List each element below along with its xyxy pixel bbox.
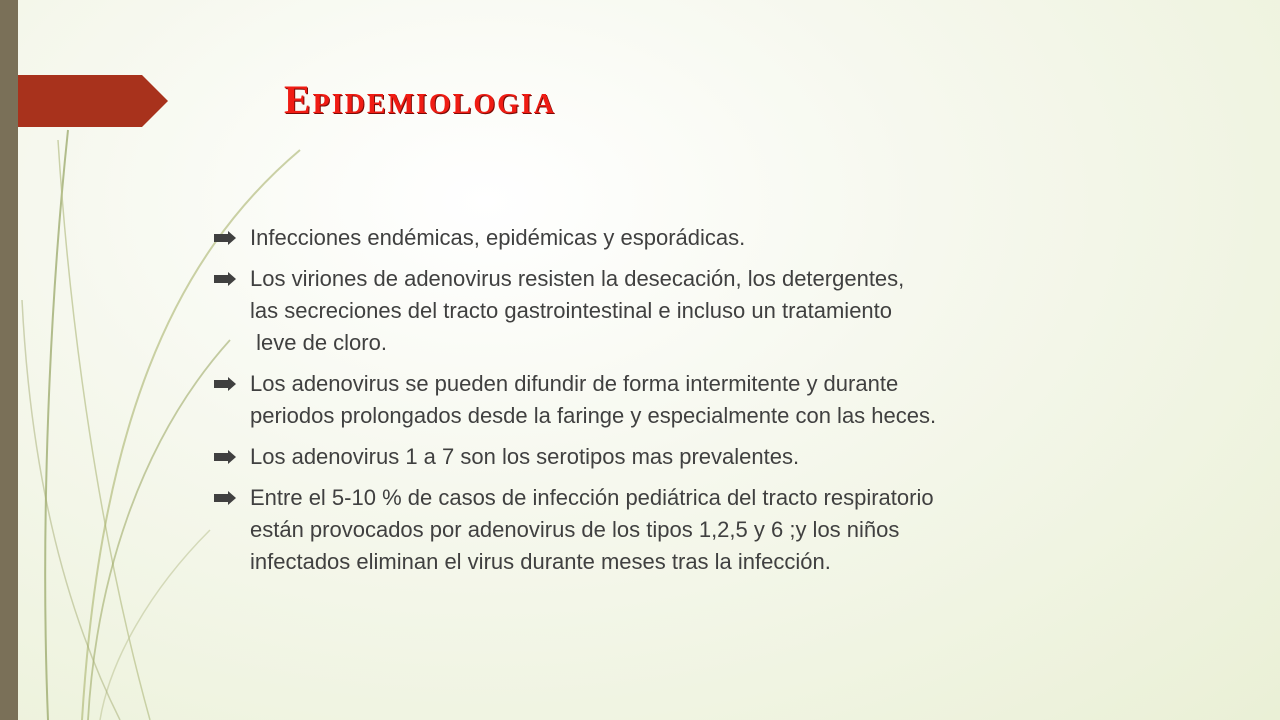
bullet-line: las secreciones del tracto gastrointestinal e incluso un tratamiento: [250, 298, 893, 323]
bullet-line: Los adenovirus se pueden difundir de forma intermitente y durante: [250, 371, 899, 396]
bullet-line: están provocados por adenovirus de los tipos 1,2,5 y 6 ;y los niños: [250, 517, 900, 542]
title-arrow-shape: [18, 75, 168, 127]
bullet-line: leve de cloro.: [250, 330, 387, 355]
pencil-bullet-icon: [214, 377, 236, 391]
bullet-item: [214, 441, 1114, 473]
slide-title: Epidemiologia: [284, 77, 557, 122]
pencil-bullet-icon: [214, 450, 236, 464]
pencil-bullet-icon: [214, 272, 236, 286]
pencil-bullet-icon: [214, 231, 236, 245]
bullet-item: [214, 222, 1114, 254]
bullet-line: Infecciones endémicas, epidémicas y esporádicas.: [250, 225, 746, 250]
bullet-item: [214, 368, 1114, 432]
bullet-line: periodos prolongados desde la faringe y especialmente con las heces.: [250, 403, 937, 428]
bullet-line: Los adenovirus 1 a 7 son los serotipos mas prevalentes.: [250, 444, 800, 469]
bullet-item: [214, 263, 1114, 359]
bullet-list: [214, 222, 1114, 587]
bullet-line: Los viriones de adenovirus resisten la desecación, los detergentes,: [250, 266, 905, 291]
bullet-line: infectados eliminan el virus durante meses tras la infección.: [250, 549, 831, 574]
pencil-bullet-icon: [214, 491, 236, 505]
bullet-line: Entre el 5-10 % de casos de infección pediátrica del tracto respiratorio: [250, 485, 934, 510]
bullet-item: [214, 482, 1114, 578]
